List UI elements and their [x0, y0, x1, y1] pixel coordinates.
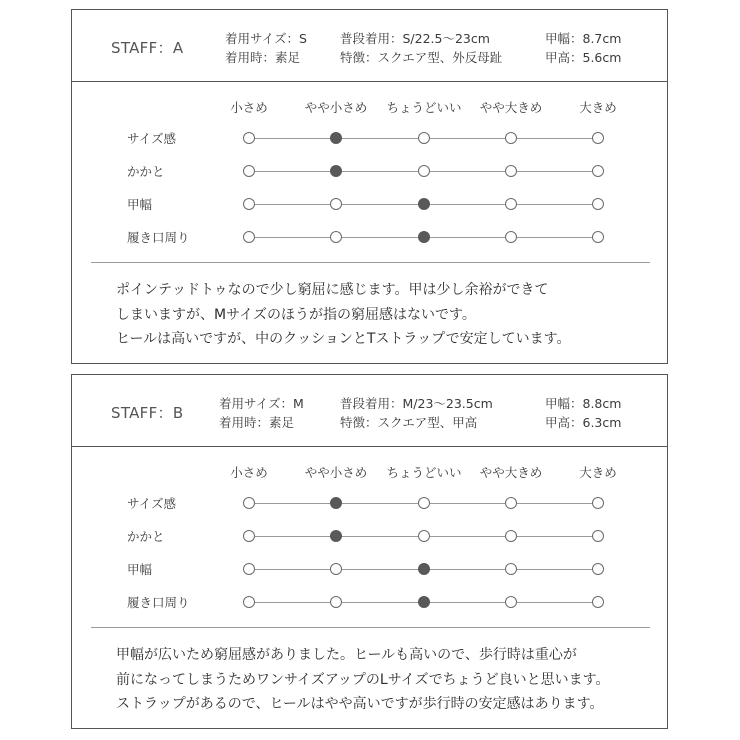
fit-rating-option — [243, 198, 255, 210]
staff-header — [72, 375, 667, 447]
fit-rating-selected — [418, 563, 430, 575]
instep-width: 甲幅：8.8cm — [545, 396, 622, 411]
fit-rating-option — [592, 596, 604, 608]
usual-size: 普段着用：M/23〜23.5cm — [340, 396, 493, 411]
wear-condition: 着用時：素足 — [219, 415, 295, 430]
staff-header — [72, 10, 667, 82]
comment-line: しまいますが、Mサイズのほうが指の窮屈感はないです。 — [116, 306, 476, 323]
wear-condition: 着用時：素足 — [225, 50, 301, 65]
scale-label: やや大きめ — [479, 100, 543, 115]
staff-card-b — [71, 374, 668, 729]
fit-rating-option — [592, 132, 604, 144]
scale-label: やや小さめ — [304, 100, 368, 115]
comment-line: 前になってしまうためワンサイズアップのLサイズでちょうど良いと思います。 — [116, 671, 610, 688]
fit-row-label: 履き口周り — [127, 230, 190, 245]
fit-rating-option — [243, 165, 255, 177]
staff-card-a — [71, 9, 668, 364]
usual-size: 普段着用：S/22.5〜23cm — [340, 31, 490, 46]
fit-rating-option — [592, 497, 604, 509]
divider — [91, 262, 650, 263]
scale-label: 大きめ — [579, 100, 617, 115]
fit-rating-option — [505, 596, 517, 608]
fit-rating-option — [418, 132, 430, 144]
foot-feature: 特徴：スクエア型、甲高 — [340, 415, 478, 430]
scale-label: 大きめ — [579, 465, 617, 480]
fit-rating-option — [592, 198, 604, 210]
wear-size: 着用サイズ：S — [225, 31, 307, 46]
fit-rating-option — [418, 165, 430, 177]
fit-rating-option — [243, 596, 255, 608]
comment-line: 甲幅が広いため窮屈感がありました。ヒールも高いので、歩行時は重心が — [116, 647, 577, 663]
fit-rating-option — [505, 530, 517, 542]
scale-label: 小さめ — [230, 465, 268, 480]
fit-rating-option — [592, 563, 604, 575]
fit-row-label: かかと — [127, 529, 165, 544]
fit-rating-option — [243, 530, 255, 542]
fit-rating-option — [505, 231, 517, 243]
fit-row-label: サイズ感 — [127, 131, 177, 146]
fit-rating-option — [243, 563, 255, 575]
fit-rating-option — [505, 497, 517, 509]
scale-label: ちょうどいい — [386, 465, 462, 480]
fit-rating-option — [505, 132, 517, 144]
fit-rating-option — [418, 497, 430, 509]
fit-rating-option — [505, 563, 517, 575]
comment-line: ストラップがあるので、ヒールはやや高いですが歩行時の安定感はあります。 — [116, 696, 604, 712]
comment-line: ポインテッドトゥなので少し窮屈に感じます。甲は少し余裕ができて — [116, 282, 549, 298]
fit-row-label: 履き口周り — [127, 595, 190, 610]
fit-row-label: 甲幅 — [127, 197, 153, 212]
fit-row-label: サイズ感 — [127, 496, 177, 511]
staff-comment — [116, 278, 570, 352]
fit-rating-option — [505, 198, 517, 210]
wear-size: 着用サイズ：M — [219, 396, 304, 411]
fit-rating-selected — [330, 497, 342, 509]
fit-rating-option — [330, 231, 342, 243]
fit-rating-option — [330, 596, 342, 608]
instep-width: 甲幅：8.7cm — [545, 31, 622, 46]
fit-rating-option — [330, 563, 342, 575]
fit-rating-option — [243, 231, 255, 243]
fit-rating-selected — [418, 596, 430, 608]
fit-row-label: 甲幅 — [127, 562, 153, 577]
scale-label: やや大きめ — [479, 465, 543, 480]
fit-rating-option — [243, 132, 255, 144]
scale-label: やや小さめ — [304, 465, 368, 480]
fit-rating-option — [592, 231, 604, 243]
fit-rating-selected — [418, 198, 430, 210]
fit-rating-option — [592, 530, 604, 542]
scale-label: ちょうどいい — [386, 100, 462, 115]
instep-height: 甲高：5.6cm — [545, 50, 622, 65]
staff-name: STAFF：B — [111, 404, 184, 422]
divider — [91, 627, 650, 628]
fit-rating-selected — [330, 165, 342, 177]
fit-rating-option — [330, 198, 342, 210]
staff-comment — [116, 643, 609, 717]
fit-rating-option — [505, 165, 517, 177]
fit-row-label: かかと — [127, 164, 165, 179]
fit-rating-option — [418, 530, 430, 542]
fit-rating-selected — [330, 132, 342, 144]
comment-line: ヒールは高いですが、中のクッションとTストラップで安定しています。 — [116, 331, 571, 347]
staff-name: STAFF：A — [111, 39, 184, 57]
scale-label: 小さめ — [230, 100, 268, 115]
fit-rating-option — [592, 165, 604, 177]
fit-rating-selected — [330, 530, 342, 542]
fit-rating-option — [243, 497, 255, 509]
instep-height: 甲高：6.3cm — [545, 415, 622, 430]
foot-feature: 特徴：スクエア型、外反母趾 — [340, 50, 503, 65]
fit-rating-selected — [418, 231, 430, 243]
